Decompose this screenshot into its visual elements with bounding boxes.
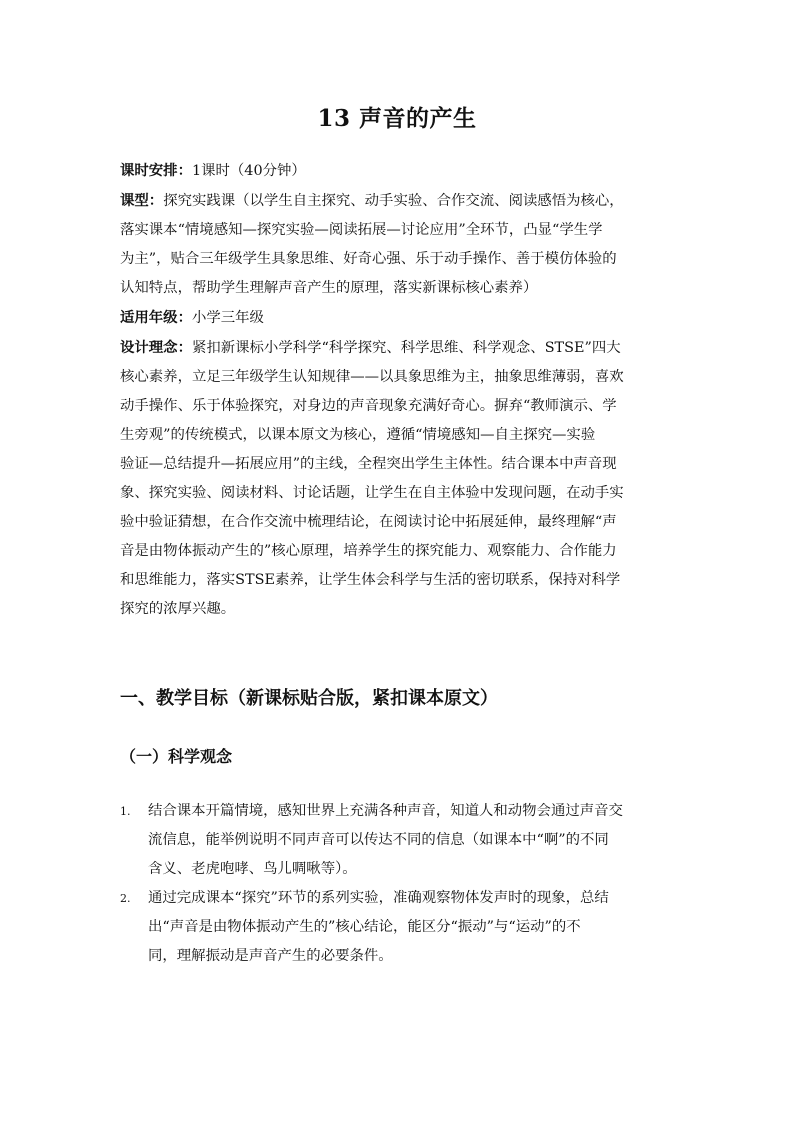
list-item-line: 同，理解振动是声音产生的必要条件。: [148, 948, 393, 964]
paragraph-line: 生旁观”的传统模式，以课本原文为核心，遵循“情境感知—自主探究—实验: [120, 427, 596, 443]
paragraph-line: [120, 333, 680, 363]
lesson-type-paragraph: [120, 186, 680, 303]
list-item-line: 通过完成课本“探究”环节的系列实验，准确观察物体发声时的现象，总结: [148, 890, 609, 906]
grade-label: 适用年级：: [120, 309, 192, 326]
paragraph-line: 动手操作、乐于体验探究，对身边的声音现象充满好奇心。摒弃“教师演示、学: [120, 398, 617, 414]
paragraph-line: 探究的浓厚兴趣。: [120, 601, 236, 617]
concept-label: 设计理念：: [120, 339, 192, 356]
paragraph-line: 和思维能力，落实STSE素养，让学生体会科学与生活的密切联系，保持对科学: [120, 572, 621, 588]
grade-line: [120, 303, 680, 333]
list-item-number: 1.: [120, 805, 131, 818]
list-item: [120, 797, 690, 884]
paragraph-line: 验证—总结提升—拓展应用”的主线，全程突出学生主体性。结合课本中声音现: [120, 456, 617, 472]
paragraph-line: 为主”，贴合三年级学生具象思维、好奇心强、乐于动手操作、善于模仿体验的: [120, 251, 617, 267]
type-label: 课型：: [120, 192, 164, 209]
schedule-label: 课时安排：: [120, 162, 192, 179]
lesson-meta: [120, 156, 680, 624]
paragraph-line: 验中验证猜想，在合作交流中梳理结论，在阅读讨论中拓展延伸，最终理解“声: [120, 514, 617, 530]
paragraph-line: [120, 186, 680, 216]
paragraph-line: 音是由物体振动产生的”核心原理，培养学生的探究能力、观察能力、合作能力: [120, 543, 617, 559]
list-item-line: 出“声音是由物体振动产生的”核心结论，能区分“振动”与“运动”的不: [148, 919, 581, 935]
list-item-line: 流信息，能举例说明不同声音可以传达不同的信息（如课本中“啊”的不同: [148, 832, 609, 848]
design-concept-paragraph: [120, 333, 680, 624]
paragraph-line: 落实课本“情境感知—探究实验—阅读拓展—讨论应用”全环节，凸显“学生学: [120, 222, 603, 238]
paragraph-text: 紧扣新课标小学科学“科学探究、科学思维、科学观念、STSE”四大: [191, 340, 621, 356]
schedule-value: 1课时（40分钟）: [191, 163, 306, 179]
list-item: [120, 884, 690, 971]
paragraph-line: 认知特点，帮助学生理解声音产生的原理，落实新课标核心素养）: [120, 280, 538, 296]
subsection-heading: （一）科学观念: [120, 747, 233, 766]
list-item-line: 含义、老虎咆哮、鸟儿啁啾等）。: [148, 861, 357, 877]
paragraph-line: 象、探究实验、阅读材料、讨论话题，让学生在自主体验中发现问题，在动手实: [120, 485, 624, 501]
paragraph-line: 核心素养，立足三年级学生认知规律——以具象思维为主，抽象思维薄弱，喜欢: [120, 369, 624, 385]
grade-value: 小学三年级: [191, 310, 264, 326]
objectives-list: [120, 797, 690, 971]
list-item-line: 结合课本开篇情境，感知世界上充满各种声音，知道人和动物会通过声音交: [148, 803, 623, 819]
document-title: 13 声音的产生: [317, 105, 477, 132]
paragraph-text: 探究实践课（以学生自主探究、动手实验、合作交流、阅读感悟为核心，: [163, 193, 624, 209]
list-item-number: 2.: [120, 892, 131, 905]
schedule-line: [120, 156, 680, 186]
section-heading: 一、教学目标（新课标贴合版，紧扣课本原文）: [120, 688, 498, 709]
